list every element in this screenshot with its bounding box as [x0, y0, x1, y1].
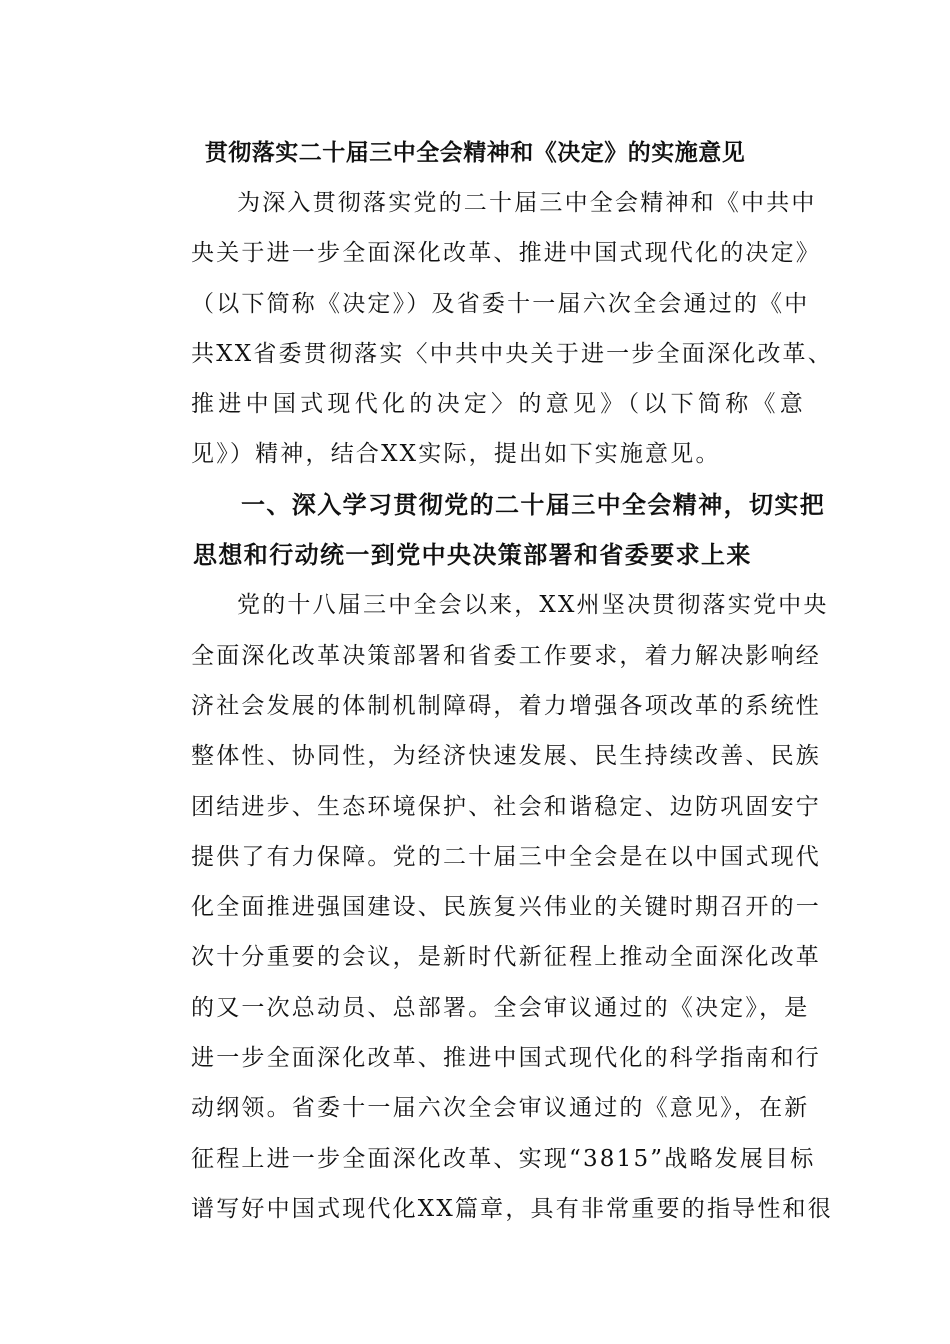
- body-line: 济社会发展的体制机制障碍，着力增强各项改革的系统性: [191, 692, 821, 719]
- intro-line: 央关于进一步全面深化改革、推进中国式现代化的决定》: [191, 240, 821, 267]
- body-line: 的又一次总动员、总部署。全会审议通过的《决定》，是: [191, 994, 810, 1021]
- body-line: 谱写好中国式现代化XX篇章，具有非常重要的指导性和很: [191, 1195, 833, 1222]
- body-line: 进一步全面深化改革、推进中国式现代化的科学指南和行: [191, 1045, 821, 1072]
- body-line: 党的十八届三中全会以来，XX州坚决贯彻落实党中央: [237, 592, 829, 619]
- heading-line: 思想和行动统一到党中央决策部署和省委要求上来: [193, 541, 752, 570]
- intro-paragraph: [145, 178, 833, 480]
- document-title: 贯彻落实二十届三中全会精神和《决定》的实施意见: [204, 140, 746, 166]
- body-line: 全面深化改革决策部署和省委工作要求，着力解决影响经: [191, 642, 821, 669]
- intro-line: 为深入贯彻落实党的二十届三中全会精神和《中共中: [237, 190, 817, 216]
- heading-line: 一、深入学习贯彻党的二十届三中全会精神，切实把: [241, 490, 826, 519]
- body-line: 次十分重要的会议，是新时代新征程上推动全面深化改革: [191, 944, 821, 971]
- body-line: 化全面推进强国建设、民族复兴伟业的关键时期召开的一: [191, 894, 821, 921]
- intro-line: （以下简称《决定》）及省委十一届六次全会通过的《中: [191, 290, 810, 317]
- section-1-heading: [145, 480, 826, 581]
- intro-line: 共XX省委贯彻落实〈中共中央关于进一步全面深化改革、: [191, 340, 833, 367]
- body-line: 整体性、协同性，为经济快速发展、民生持续改善、民族: [191, 743, 821, 770]
- intro-line: 见》）精神，结合XX实际，提出如下实施意见。: [191, 441, 721, 468]
- body-line: 提供了有力保障。党的二十届三中全会是在以中国式现代: [191, 843, 821, 870]
- section-1-paragraph: [145, 580, 833, 1234]
- document-page: [145, 128, 833, 1234]
- body-line: 团结进步、生态环境保护、社会和谐稳定、边防巩固安宁: [191, 793, 821, 820]
- body-line: 动纲领。省委十一届六次全会审议通过的《意见》，在新: [191, 1095, 810, 1122]
- body-line: 征程上进一步全面深化改革、实现“3815”战略发展目标: [191, 1145, 816, 1172]
- intro-line: 推进中国式现代化的决定〉的意见》（以下简称《意: [191, 391, 805, 418]
